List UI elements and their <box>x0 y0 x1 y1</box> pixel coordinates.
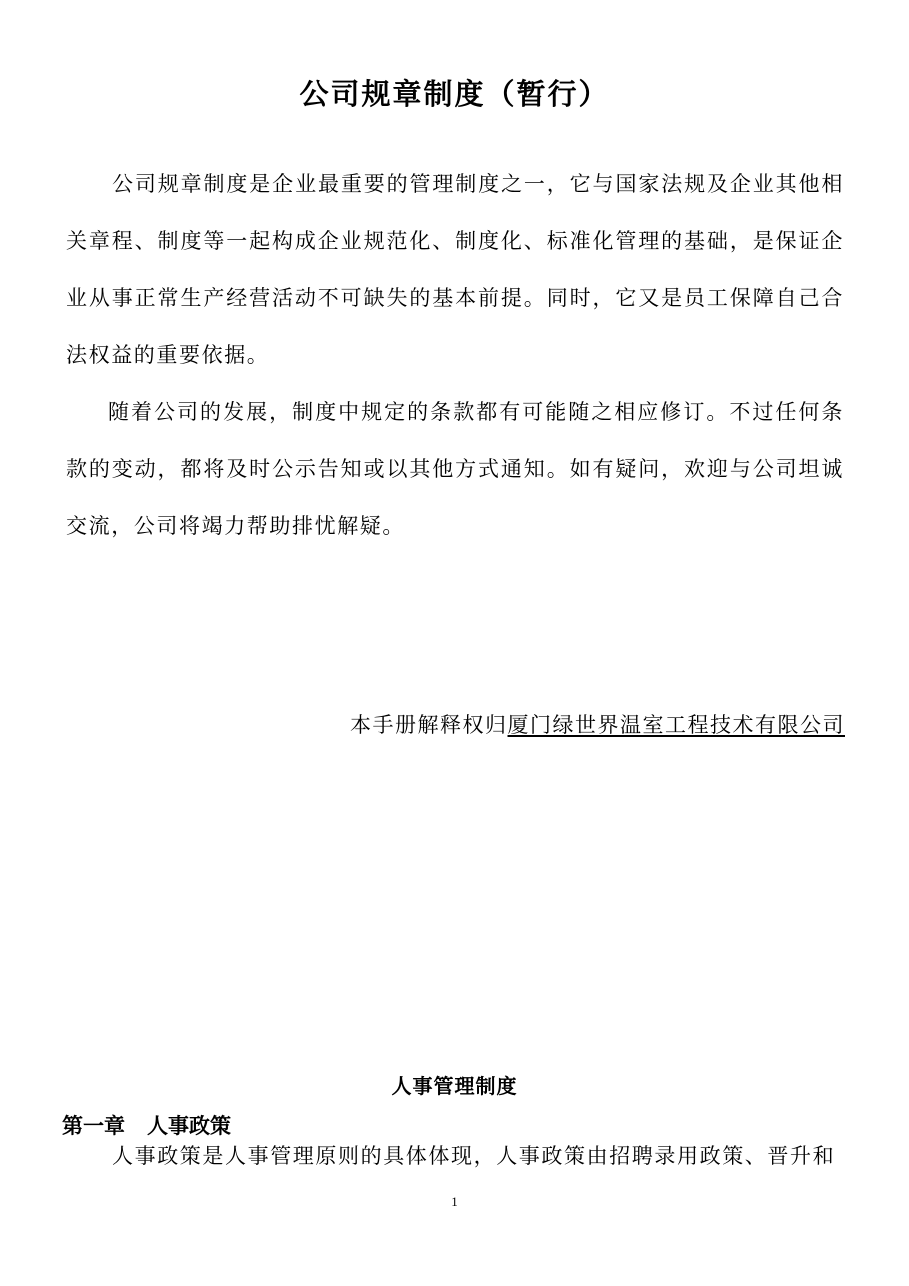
intro-paragraph: 随着公司的发展，制度中规定的条款都有可能随之相应修订。不过任何条款的变动，都将及时公示告知或以其他方式通知。如有疑问，欢迎与公司坦诚交流，公司将竭力帮助排忧解疑。 <box>66 400 844 538</box>
page-number: 1 <box>451 1194 458 1209</box>
chapter-title: 人事政策 <box>147 1114 231 1138</box>
section-title: 人事管理制度 <box>391 1074 518 1098</box>
intro-section <box>66 156 844 555</box>
company-name: 厦门绿世界温室工程技术有限公司 <box>507 713 845 737</box>
document-title: 公司规章制度（暂行） <box>299 77 610 111</box>
intro-paragraph: 公司规章制度是企业最重要的管理制度之一，它与国家法规及企业其他相关章程、制度等一起构成企业规范化、制度化、标准化管理的基础，是保证企业从事正常生产经营活动不可缺失的基本前提。同时，它又是员工保障自己合法权益的重要依据。 <box>66 172 844 367</box>
attribution-prefix: 本手册解释权归 <box>350 713 508 737</box>
chapter-number: 第一章 <box>62 1114 125 1138</box>
chapter-paragraph: 人事政策是人事管理原则的具体体现，人事政策由招聘录用政策、晋升和 <box>112 1144 836 1168</box>
attribution-line <box>350 708 845 742</box>
chapter-heading <box>62 1110 231 1142</box>
